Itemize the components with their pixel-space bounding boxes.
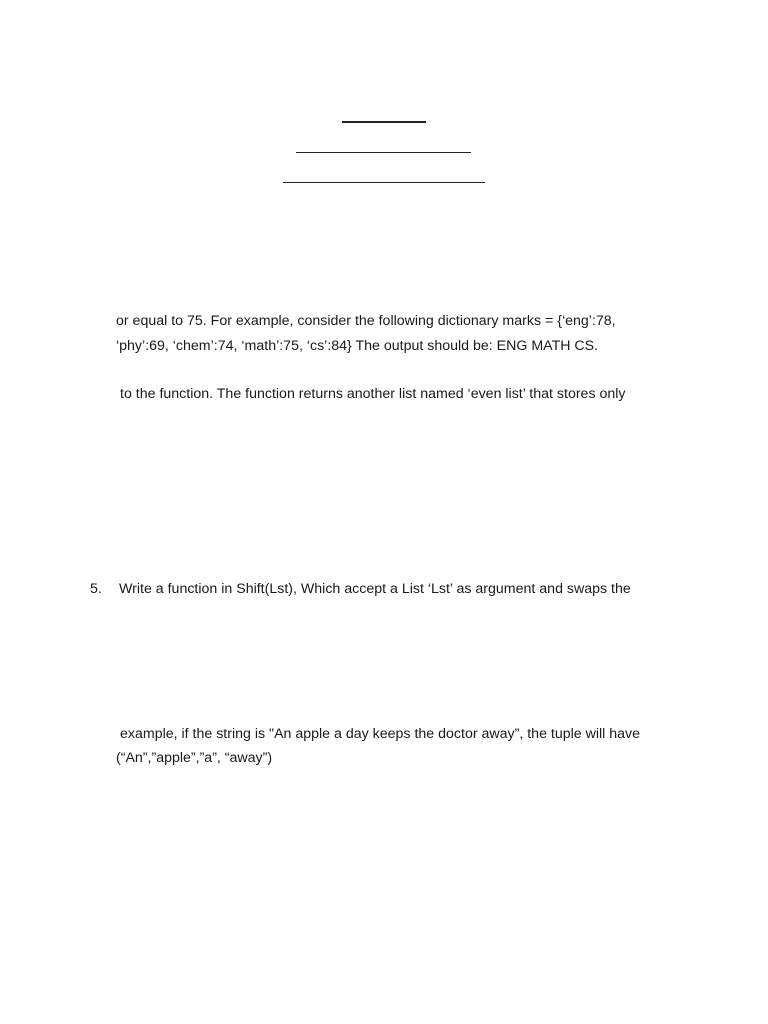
marks-example-line-2: ‘phy’:69, ‘chem’:74, ‘math’:75, ‘cs’:84} The output should be: ENG MATH CS.	[116, 338, 599, 354]
header-underline-3	[283, 182, 485, 183]
question-5-text: Write a function in Shift(Lst), Which accept a List ‘Lst’ as argument and swaps the	[119, 581, 631, 597]
header-underline-1	[342, 121, 426, 123]
question-5-number: 5.	[90, 581, 102, 597]
even-list-line: to the function. The function returns another list named ‘even list’ that stores only	[120, 386, 626, 402]
header-underline-2	[296, 152, 471, 153]
marks-example-line-1: or equal to 75. For example, consider the following dictionary marks = {‘eng’:78,	[116, 313, 616, 329]
tuple-example-line-2: (“An”,”apple”,”a”, “away”)	[116, 750, 273, 766]
tuple-example-line-1: example, if the string is "An apple a day keeps the doctor away”, the tuple will have	[120, 726, 641, 742]
